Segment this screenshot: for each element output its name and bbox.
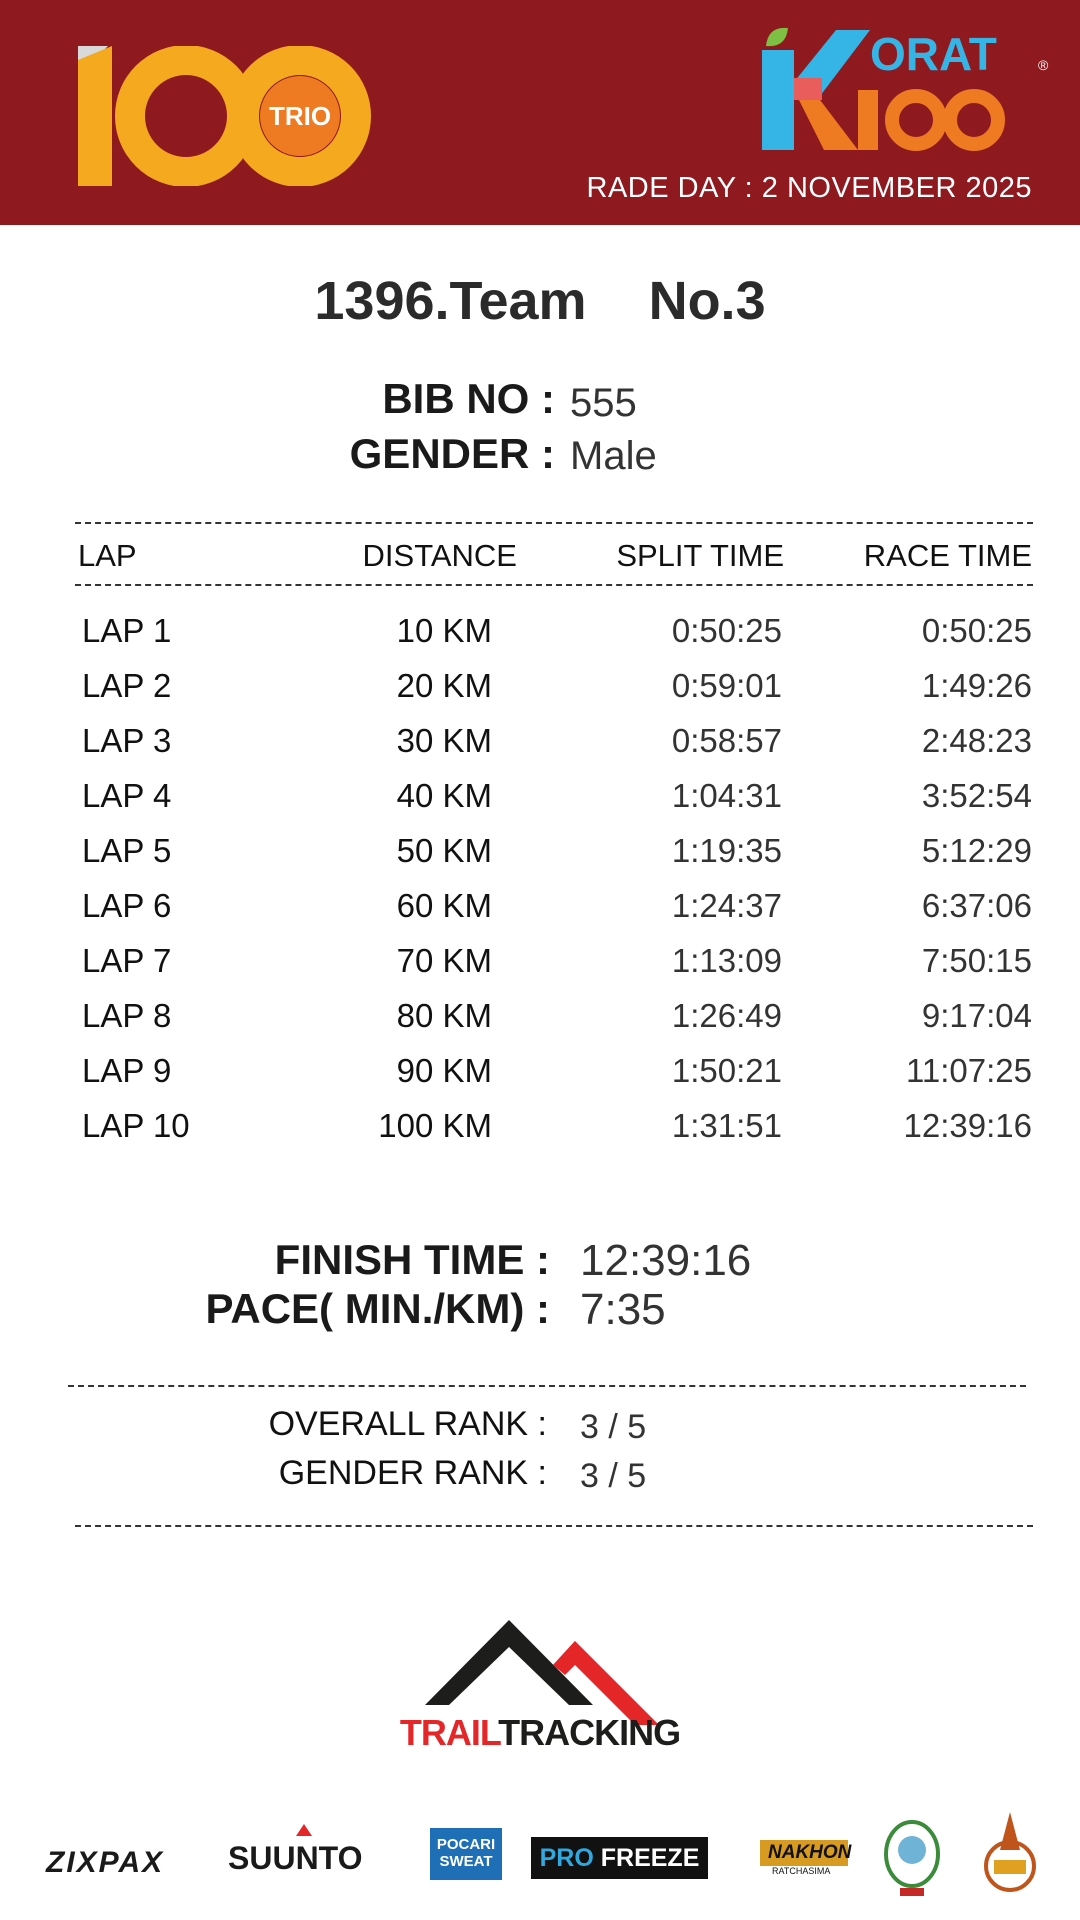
table-row (0, 832, 1080, 887)
split-time-cell: 0:58:57 (671, 722, 782, 759)
split-time-cell: 1:13:09 (671, 942, 782, 979)
gender-rank-label: GENDER RANK : (278, 1454, 547, 1492)
lap-cell: LAP 7 (82, 942, 172, 979)
sweat-text: SWEAT (439, 1853, 493, 1870)
trio-badge-text: TRIO (268, 101, 332, 131)
registered-mark: ® (1038, 57, 1049, 73)
table-row (0, 612, 1080, 667)
overall-rank-row (0, 1405, 1080, 1447)
race-time-cell: 2:48:23 (921, 722, 1032, 759)
gender-rank-row (0, 1454, 1080, 1496)
suunto-text: SUUNTO (228, 1840, 363, 1876)
distance-cell: 80 KM (396, 997, 492, 1034)
table-row (0, 722, 1080, 777)
pro-text: PRO (539, 1844, 594, 1872)
split-time-cell: 1:50:21 (671, 1052, 782, 1089)
tracking-text: TRACKING (498, 1712, 681, 1753)
distance-cell: 10 KM (396, 612, 492, 649)
lap-cell: LAP 3 (82, 722, 172, 759)
lap-cell: LAP 10 (82, 1107, 190, 1144)
race-time-cell: 7:50:15 (921, 942, 1032, 979)
bib-row (0, 375, 1080, 425)
bib-value: 555 (570, 381, 637, 425)
distance-cell: 20 KM (396, 667, 492, 704)
freeze-text: FREEZE (600, 1844, 700, 1872)
distance-cell: 70 KM (396, 942, 492, 979)
overall-rank-label: OVERALL RANK : (268, 1405, 547, 1443)
lap-cell: LAP 4 (82, 777, 172, 814)
temple-seal-icon (980, 1810, 1040, 1902)
table-row (0, 942, 1080, 997)
lap-cell: LAP 2 (82, 667, 172, 704)
split-time-cell: 0:59:01 (671, 667, 782, 704)
race-day-text: RADE DAY : 2 NOVEMBER 2025 (586, 172, 1032, 204)
race-time-cell: 12:39:16 (903, 1107, 1032, 1144)
team-name: 1396.Team (314, 271, 587, 331)
trio-100-logo (78, 46, 378, 186)
pace-value: 7:35 (580, 1285, 666, 1334)
header-banner (0, 0, 1080, 225)
table-row (0, 667, 1080, 722)
distance-cell: 60 KM (396, 887, 492, 924)
race-time-cell: 0:50:25 (921, 612, 1032, 649)
header-split-time: SPLIT TIME (616, 538, 784, 573)
trail-tracking-logo-text (0, 1712, 1080, 1754)
race-time-cell: 1:49:26 (921, 667, 1032, 704)
table-top-divider (75, 522, 1033, 524)
bib-label: BIB NO : (382, 375, 555, 422)
table-row (0, 777, 1080, 832)
race-time-cell: 11:07:25 (905, 1052, 1032, 1089)
table-row (0, 887, 1080, 942)
team-heading (0, 270, 1080, 332)
distance-cell: 40 KM (396, 777, 492, 814)
split-time-cell: 1:26:49 (671, 997, 782, 1034)
provincial-seal-icon (882, 1814, 942, 1904)
lap-cell: LAP 8 (82, 997, 172, 1034)
split-time-cell: 0:50:25 (671, 612, 782, 649)
overall-rank-value: 3 / 5 (580, 1408, 647, 1446)
ratchasima-text: RATCHASIMA (772, 1866, 831, 1876)
lap-cell: LAP 1 (82, 612, 172, 649)
zixpax-logo: ZIXPAX (46, 1846, 165, 1879)
split-time-cell: 1:24:37 (671, 887, 782, 924)
pro-freeze-logo (531, 1837, 708, 1879)
distance-cell: 50 KM (396, 832, 492, 869)
race-time-cell: 3:52:54 (921, 777, 1032, 814)
gender-value: Male (570, 434, 657, 478)
finish-time-value: 12:39:16 (580, 1236, 752, 1285)
header-distance: DISTANCE (362, 538, 517, 573)
korat-text: ORAT (870, 28, 997, 80)
trail-text: TRAIL (399, 1712, 499, 1753)
race-time-cell: 5:12:29 (921, 832, 1032, 869)
pocari-sweat-logo (430, 1828, 502, 1880)
lap-cell: LAP 6 (82, 887, 172, 924)
suunto-triangle-icon (296, 1824, 312, 1836)
race-time-cell: 6:37:06 (921, 887, 1032, 924)
finish-time-row (0, 1236, 1080, 1288)
table-header-divider (75, 584, 1033, 586)
distance-cell: 100 KM (378, 1107, 492, 1144)
split-time-cell: 1:19:35 (671, 832, 782, 869)
pocari-text: POCARI (436, 1836, 496, 1853)
gender-rank-value: 3 / 5 (580, 1457, 647, 1495)
lap-cell: LAP 5 (82, 832, 172, 869)
header-lap: LAP (78, 538, 137, 573)
sponsor-strip (0, 1810, 1080, 1910)
rank-bottom-divider (75, 1525, 1033, 1527)
nakhon-logo (760, 1826, 852, 1884)
nakhon-text: NAKHON (768, 1842, 852, 1863)
team-number: No.3 (648, 271, 766, 331)
gender-row (0, 430, 1080, 480)
pace-label: PACE( MIN./KM) : (205, 1285, 550, 1332)
suunto-logo (228, 1840, 363, 1877)
distance-cell: 30 KM (396, 722, 492, 759)
pace-row (0, 1285, 1080, 1337)
table-row (0, 1107, 1080, 1162)
korat-100-logo (758, 26, 1058, 156)
table-row (0, 1052, 1080, 1107)
header-race-time: RACE TIME (863, 538, 1032, 573)
split-time-cell: 1:04:31 (671, 777, 782, 814)
lap-cell: LAP 9 (82, 1052, 172, 1089)
finish-time-label: FINISH TIME : (274, 1236, 550, 1283)
rank-top-divider (68, 1385, 1026, 1387)
gender-label: GENDER : (349, 430, 555, 477)
distance-cell: 90 KM (396, 1052, 492, 1089)
split-time-cell: 1:31:51 (671, 1107, 782, 1144)
race-time-cell: 9:17:04 (921, 997, 1032, 1034)
table-row (0, 997, 1080, 1052)
